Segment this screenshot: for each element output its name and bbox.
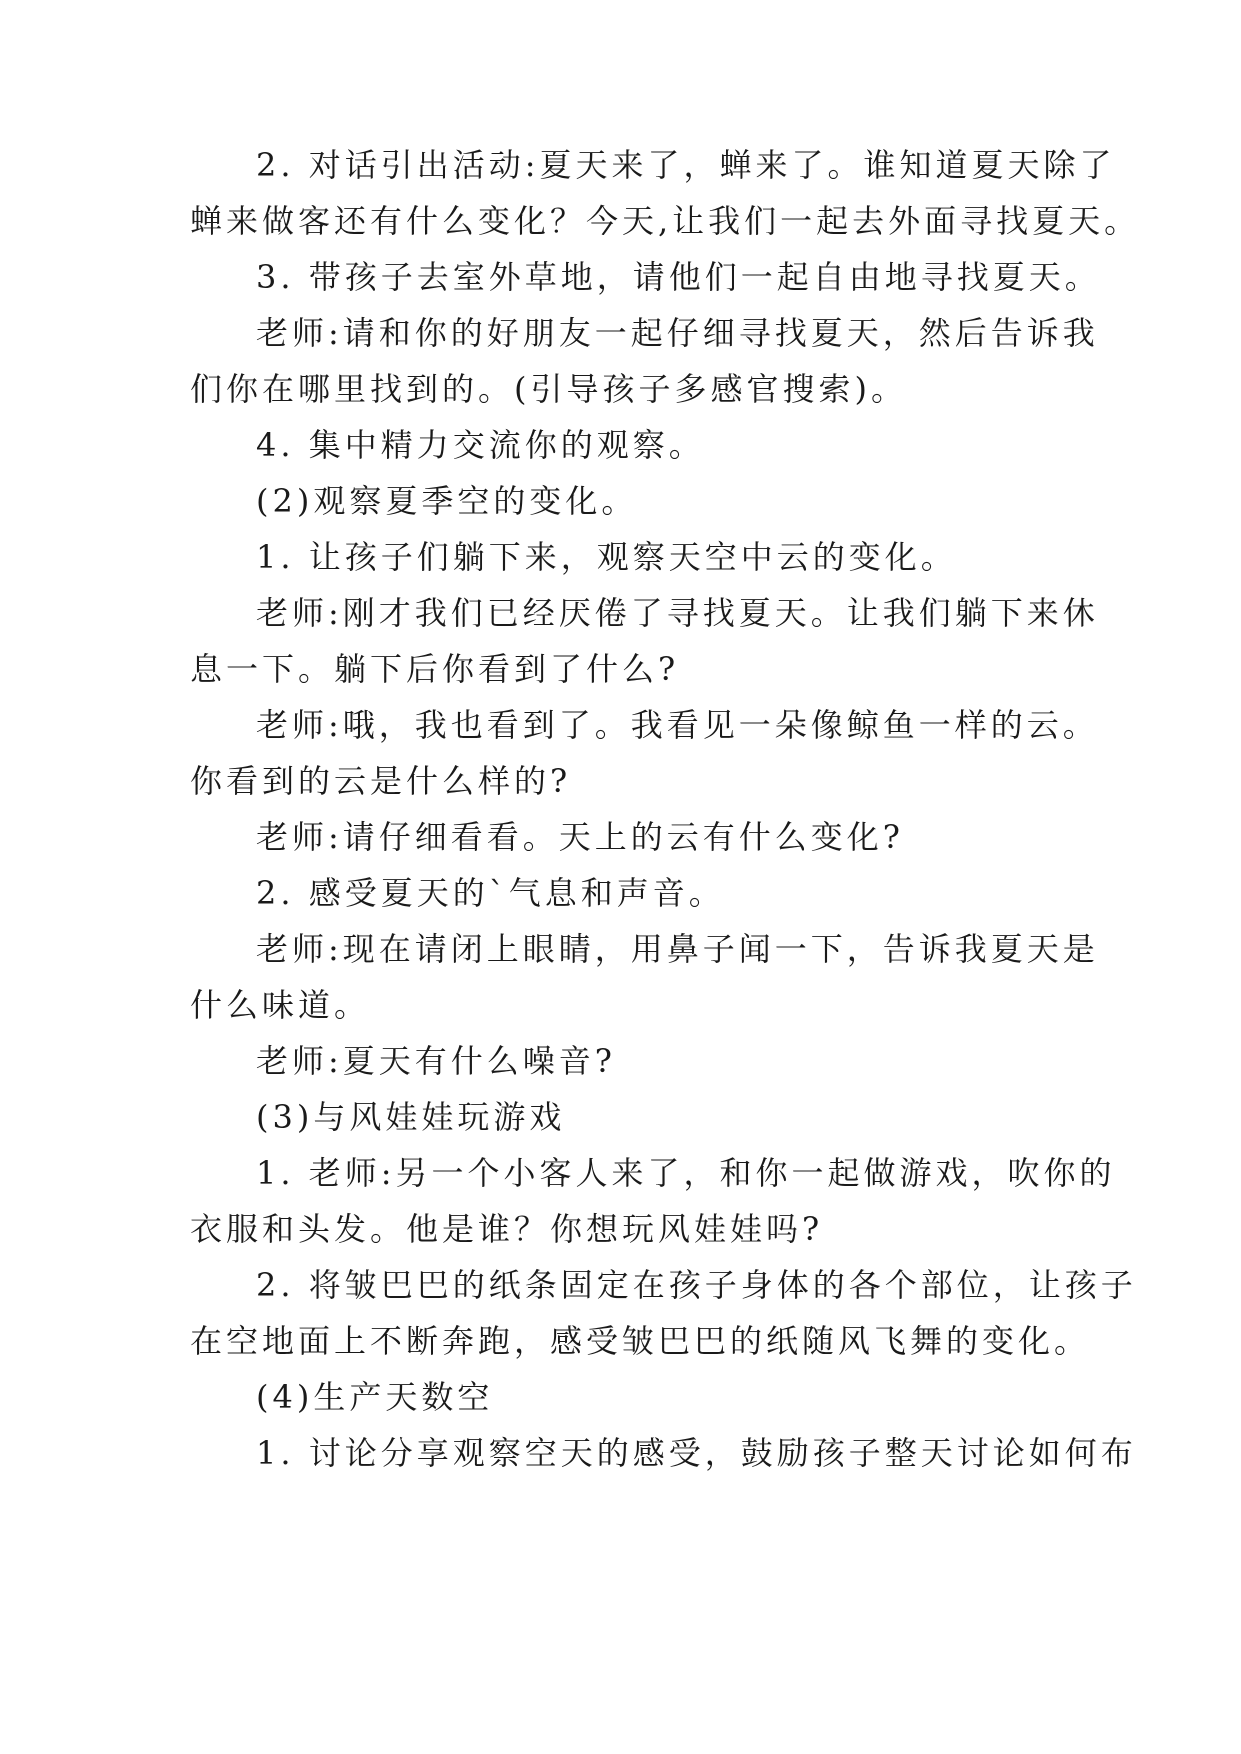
text-line: 老师:刚才我们已经厌倦了寻找夏天。让我们躺下来休 xyxy=(256,594,1099,632)
text-line: 衣服和头发。他是谁？你想玩风娃娃吗? xyxy=(190,1210,824,1248)
text-line: 蝉来做客还有什么变化？今天,让我们一起去外面寻找夏天。 xyxy=(190,202,1141,240)
text-line: 你看到的云是什么样的? xyxy=(190,762,572,800)
text-line: 们你在哪里找到的。(引导孩子多感官搜索)。 xyxy=(190,370,907,408)
text-line: 老师:现在请闭上眼睛，用鼻子闻一下，告诉我夏天是 xyxy=(256,930,1099,968)
text-line: 1. 老师:另一个小客人来了，和你一起做游戏，吹你的 xyxy=(256,1154,1116,1192)
text-line: (3)与风娃娃玩游戏 xyxy=(256,1098,566,1136)
text-line: 1. 讨论分享观察空天的感受，鼓励孩子整天讨论如何布 xyxy=(256,1434,1137,1472)
text-line: 老师:请和你的好朋友一起仔细寻找夏天，然后告诉我 xyxy=(256,314,1099,352)
text-line: 2. 对话引出活动:夏天来了，蝉来了。谁知道夏天除了 xyxy=(256,146,1116,184)
text-line: 老师:请仔细看看。天上的云有什么变化? xyxy=(256,818,904,856)
text-line: 什么味道。 xyxy=(190,986,371,1024)
text-line: (2)观察夏季空的变化。 xyxy=(256,482,638,520)
text-line: 2. 感受夏天的`气息和声音。 xyxy=(256,874,725,912)
text-line: 2. 将皱巴巴的纸条固定在孩子身体的各个部位，让孩子 xyxy=(256,1266,1137,1304)
text-line: 4. 集中精力交流你的观察。 xyxy=(256,426,705,464)
text-line: 息一下。躺下后你看到了什么? xyxy=(190,650,680,688)
text-line: 1. 让孩子们躺下来，观察天空中云的变化。 xyxy=(256,538,957,576)
text-line: 老师:哦，我也看到了。我看见一朵像鲸鱼一样的云。 xyxy=(256,706,1099,744)
text-line: 在空地面上不断奔跑，感受皱巴巴的纸随风飞舞的变化。 xyxy=(190,1322,1091,1360)
text-line: 老师:夏天有什么噪音? xyxy=(256,1042,616,1080)
text-line: 3. 带孩子去室外草地，请他们一起自由地寻找夏天。 xyxy=(256,258,1101,296)
text-line: (4)生产天数空 xyxy=(256,1378,494,1416)
